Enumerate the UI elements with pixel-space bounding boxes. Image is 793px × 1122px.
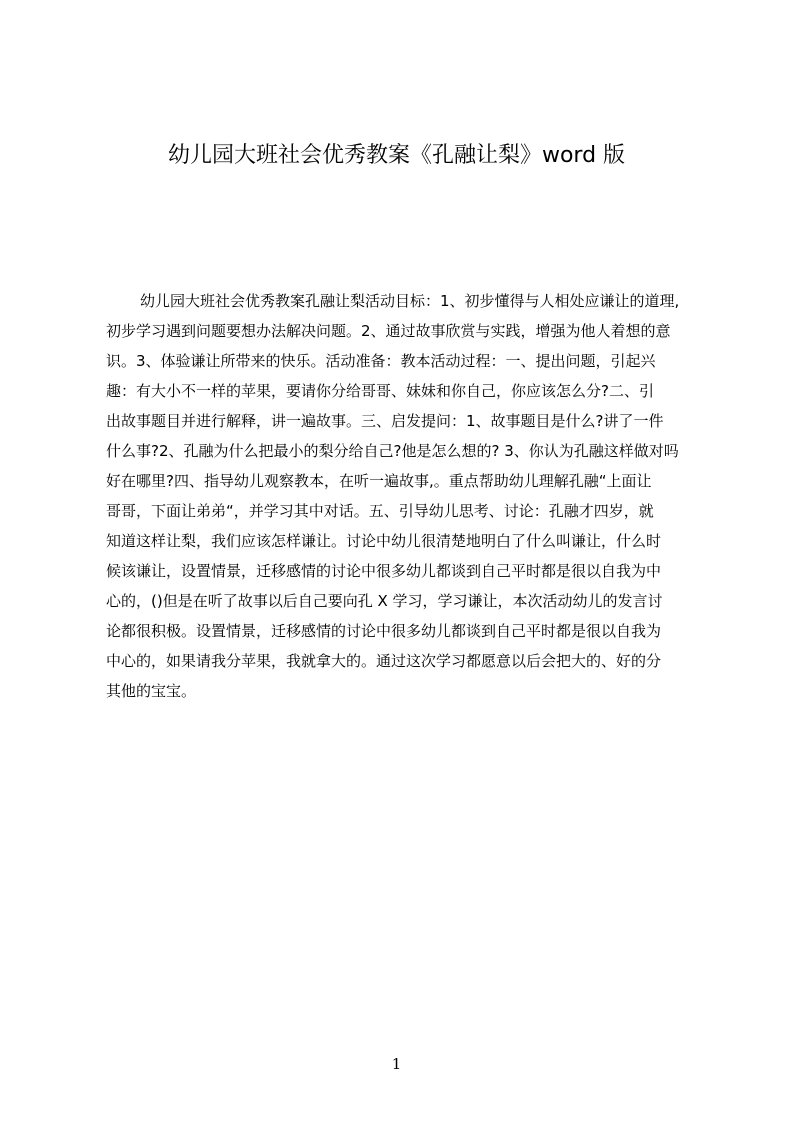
page-number: 1	[391, 1055, 402, 1073]
paragraph-line: 初步学习遇到问题要想办法解决问题。2、通过故事欣赏与实践，增强为他人着想的意	[106, 322, 671, 340]
body-paragraph	[106, 286, 698, 706]
paragraph-line: 好在哪里?四、指导幼儿观察教本，在听一遍故事,。重点帮助幼儿理解孔融“上面让	[106, 472, 652, 490]
paragraph-line: 识。3、体验谦让所带来的快乐。活动准备：教本活动过程：一、提出问题，引起兴	[106, 352, 656, 370]
document-title: 幼儿园大班社会优秀教案《孔融让梨》word 版	[167, 143, 626, 168]
paragraph-line: 中心的，如果请我分苹果，我就拿大的。通过这次学习都愿意以后会把大的、好的分	[106, 652, 662, 670]
paragraph-line: 幼儿园大班社会优秀教案孔融让梨活动目标：1、初步懂得与人相处应谦让的道理,	[140, 292, 680, 310]
paragraph-line: 知道这样让梨，我们应该怎样谦让。讨论中幼儿很清楚地明白了什么叫谦让，什么时	[106, 532, 662, 550]
paragraph-line: 其他的宝宝。	[106, 682, 197, 700]
paragraph-line: 候该谦让，设置情景，迁移感情的讨论中很多幼儿都谈到自己平时都是很以自我为中	[106, 562, 662, 580]
paragraph-line: 心的，()但是在听了故事以后自己要向孔 X 学习，学习谦让，本次活动幼儿的发言讨	[106, 592, 663, 610]
paragraph-line: 出故事题目并进行解释，讲一遍故事。三、启发提问：1、故事题目是什么?讲了一件	[106, 412, 664, 430]
paragraph-line: 什么事?2、孔融为什么把最小的梨分给自己?他是怎么想的? 3、你认为孔融这样做对吗	[106, 442, 679, 460]
paragraph-line: 趣：有大小不一样的苹果，要请你分给哥哥、妹妹和你自己，你应该怎么分?二、引	[106, 382, 654, 400]
paragraph-line: 论都很积极。设置情景，迁移感情的讨论中很多幼儿都谈到自己平时都是很以自我为	[106, 622, 662, 640]
paragraph-line: 哥哥，下面让弟弟“，并学习其中对话。五、引导幼儿思考、讨论：孔融才四岁，就	[106, 502, 654, 520]
